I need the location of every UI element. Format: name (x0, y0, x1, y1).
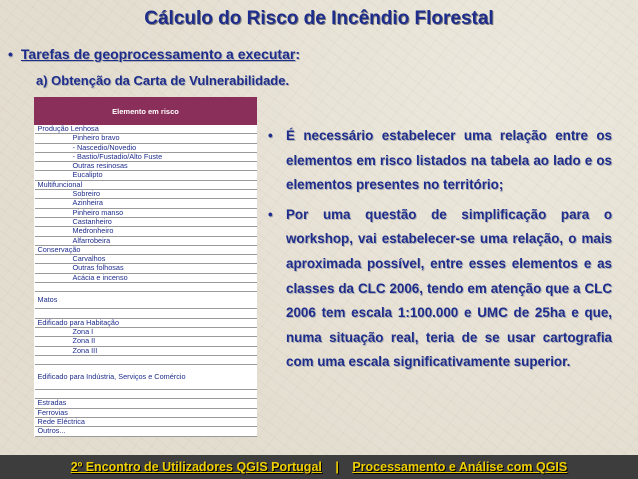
table-row (35, 227, 257, 236)
table-row (35, 318, 257, 327)
table-row (35, 355, 257, 364)
footer-right: Processamento e Análise com QGIS (352, 460, 568, 474)
table-cell: Carvalhos (35, 255, 257, 264)
table-row (35, 199, 257, 208)
table-body (35, 125, 257, 437)
table-cell: - Nascedio/Novedio (35, 143, 257, 152)
table-cell: Matos (35, 292, 257, 309)
table-cell (35, 390, 257, 399)
table-row (35, 264, 257, 273)
slide-title: Cálculo do Risco de Incêndio Florestal (144, 8, 494, 29)
right-text-block (268, 124, 612, 380)
table-row (35, 245, 257, 254)
table-row (35, 152, 257, 161)
footer-bar (0, 455, 638, 479)
table-row (35, 162, 257, 171)
table-cell (35, 355, 257, 364)
table-cell (35, 283, 257, 292)
bullet-dot-icon: • (268, 128, 273, 143)
table-row (35, 327, 257, 336)
table-row (35, 190, 257, 199)
table-cell (35, 309, 257, 318)
footer-separator: | (335, 460, 339, 474)
table-row (35, 309, 257, 318)
table-row (35, 292, 257, 309)
table-cell: Pinheiro manso (35, 208, 257, 217)
table-cell: Edificado para Indústria, Serviços e Comércio (35, 365, 257, 390)
table-cell: Medronheiro (35, 227, 257, 236)
table-cell: Outras resinosas (35, 162, 257, 171)
table-row (35, 399, 257, 408)
table-cell: Castanheiro (35, 217, 257, 226)
table-row (35, 208, 257, 217)
table-row (35, 125, 257, 134)
table-row (35, 171, 257, 180)
table-row (35, 365, 257, 390)
table-cell: Outras folhosas (35, 264, 257, 273)
table-cell: Zona II (35, 337, 257, 346)
bullet-dot-icon: • (268, 206, 273, 222)
table-row (35, 346, 257, 355)
table-cell: Multifuncional (35, 180, 257, 189)
table-cell: Edificado para Habitação (35, 318, 257, 327)
table-cell: Estradas (35, 399, 257, 408)
table-cell: Sobreiro (35, 190, 257, 199)
table-cell: Outros... (35, 427, 257, 436)
table-row (35, 255, 257, 264)
right-bullet-2 (268, 203, 612, 375)
table-cell: Azinheira (35, 199, 257, 208)
table-cell: Produção Lenhosa (35, 125, 257, 134)
table-row (35, 180, 257, 189)
right-bullet-1 (268, 124, 612, 198)
table-cell: Acácia e incenso (35, 273, 257, 282)
table-row (35, 217, 257, 226)
table-row (35, 390, 257, 399)
table-cell: Zona I (35, 327, 257, 336)
table-row (35, 427, 257, 436)
table-cell: Pinheiro bravo (35, 134, 257, 143)
bullet-dot-icon: • (8, 46, 13, 62)
table-cell: Conservação (35, 245, 257, 254)
right-bullet-1-text: É necessário estabelecer uma relação entre os elementos em risco listados na tabela ao lado e os elementos presentes no território; (286, 128, 612, 193)
subtitle: a) Obtenção da Carta de Vulnerabilidade. (36, 73, 290, 88)
table-row (35, 236, 257, 245)
main-bullet-label: Tarefas de geoprocessamento a executar (20, 46, 296, 62)
right-bullet-2-text: Por uma questão de simplificação para o workshop, vai estabelecer-se uma relação, o mais aproximada possível, entre esses elementos e as classes da CLC 2006, tendo em atenção que a CLC 2006 tem escala 1:100.000 e UMC de 25ha e que, numa situação real, teria de se usar cartografia com uma escala significativamente superior. (286, 206, 612, 370)
risk-elements-table (34, 97, 257, 437)
table-cell: Eucalipto (35, 171, 257, 180)
table-cell: Zona III (35, 346, 257, 355)
main-bullet (8, 46, 300, 62)
table-cell: Ferrovias (35, 408, 257, 417)
table-row (35, 283, 257, 292)
table-row (35, 143, 257, 152)
main-bullet-colon: : (295, 46, 300, 62)
table-header: Elemento em risco (35, 98, 257, 125)
table-row (35, 134, 257, 143)
table-cell: Alfarrobeira (35, 236, 257, 245)
footer-left: 2º Encontro de Utilizadores QGIS Portugal (70, 460, 322, 474)
table-cell: Rede Eléctrica (35, 418, 257, 427)
table-row (35, 337, 257, 346)
table-cell: - Bastio/Fustadio/Alto Fuste (35, 152, 257, 161)
table-row (35, 273, 257, 282)
table-row (35, 418, 257, 427)
